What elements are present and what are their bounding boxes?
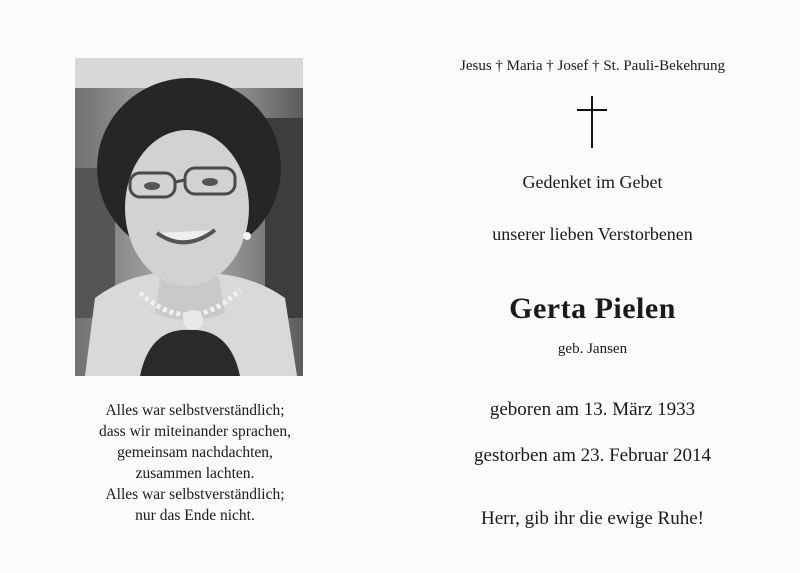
poem-line: zusammen lachten. bbox=[135, 465, 255, 482]
gedenket-text: Gedenket im Gebet bbox=[522, 172, 663, 192]
portrait-photo bbox=[75, 58, 303, 376]
latin-cross-icon bbox=[575, 96, 609, 148]
closing-prayer: Herr, gib ihr die ewige Ruhe! bbox=[481, 508, 704, 529]
poem-line: Alles war selbstverständlich; bbox=[105, 402, 285, 419]
death-date: gestorben am 23. Februar 2014 bbox=[474, 445, 711, 466]
poem-line: gemeinsam nachdachten, bbox=[117, 444, 273, 461]
poem-line: Alles war selbstverständlich; bbox=[105, 486, 285, 503]
maiden-name: geb. Jansen bbox=[557, 341, 628, 357]
deceased-name: Gerta Pielen bbox=[509, 292, 676, 325]
header-line: Jesus † Maria † Josef † St. Pauli-Bekehrung bbox=[460, 58, 725, 74]
poem-line: dass wir miteinander sprachen, bbox=[99, 423, 291, 440]
unserer-text: unserer lieben Verstorbenen bbox=[492, 224, 693, 244]
birth-date: geboren am 13. März 1933 bbox=[489, 399, 696, 420]
poem-line: nur das Ende nicht. bbox=[135, 507, 255, 524]
poem bbox=[60, 400, 330, 526]
